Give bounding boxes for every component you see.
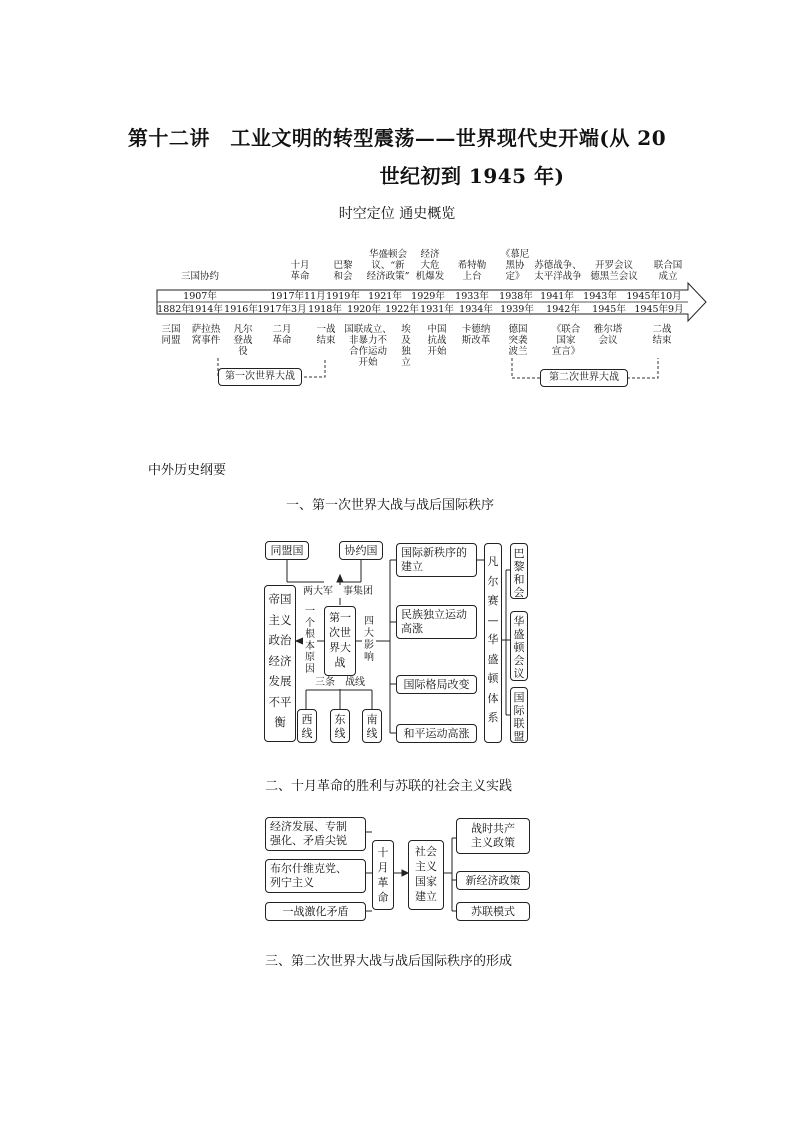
three-fronts-label: 三条 战线 — [310, 676, 370, 689]
tl-bottom-event: 二月 革命 — [272, 324, 292, 346]
tl-top-event-1938: 《慕尼 黑协 定》 — [500, 249, 530, 282]
root-cause-box: 帝国 主义 政治 经济 发展 不平 衡 — [264, 585, 296, 742]
section1-heading: 一、第一次世界大战与战后国际秩序 — [286, 498, 495, 513]
tl-bottom-year: 1914年 — [189, 304, 223, 315]
tl-top-year: 1929年 — [411, 291, 445, 302]
tl-bottom-year: 1934年 — [459, 304, 493, 315]
tl-bottom-event: 卡德纳 斯改革 — [461, 324, 491, 346]
tl-top-year: 1943年 — [583, 291, 617, 302]
tl-bottom-year: 1922年 — [385, 304, 419, 315]
impact-peace-box: 和平运动高涨 — [396, 724, 477, 743]
impact-independence-box: 民族独立运动 高涨 — [396, 605, 477, 639]
tl-top-event-1929: 经济 大危 机爆发 — [415, 249, 445, 282]
tl-bottom-event: 德国 突袭 波兰 — [508, 324, 528, 357]
page-title-line1: 第十二讲 工业文明的转型震荡——世界现代史开端(从 20 — [127, 126, 667, 150]
four-impacts-label: 四 大 影 响 — [364, 616, 374, 663]
central-powers-box: 同盟国 — [265, 541, 309, 560]
tl-bottom-event: 三国 同盟 — [161, 324, 181, 346]
western-front-box: 西 线 — [297, 709, 317, 743]
tl-bottom-year: 1916年 — [224, 304, 258, 315]
tl-bottom-year: 1945年 — [592, 304, 626, 315]
tl-bottom-event: 国联成立、 非暴力不 合作运动 开始 — [344, 324, 392, 368]
tl-bottom-event: 凡尔 登战 役 — [233, 324, 253, 357]
tl-top-event-1943: 开罗会议 德黑兰会议 — [590, 260, 638, 282]
tl-top-year: 1907年 — [183, 291, 217, 302]
october-revolution-box: 十 月 革 命 — [372, 840, 394, 910]
tl-bottom-event: 萨拉热 窝事件 — [191, 324, 221, 346]
impact-new-order-box: 国际新秩序的 建立 — [396, 543, 477, 577]
tl-top-event-1921: 华盛顿会 议、“新 经济政策” — [366, 249, 410, 282]
impact-pattern-box: 国际格局改变 — [396, 675, 477, 694]
one-root-label: 一 个 根 本 原 因 — [305, 606, 315, 675]
tl-bottom-event: 一战 结束 — [316, 324, 336, 346]
tl-bottom-event: 中国 抗战 开始 — [427, 324, 447, 357]
two-blocs-label: 两大军 事集团 — [298, 585, 378, 598]
entente-box: 协约国 — [339, 541, 383, 560]
tl-top-event-1919: 巴黎 和会 — [333, 260, 353, 282]
tl-top-year: 1921年 — [368, 291, 402, 302]
tl-bottom-year: 1942年 — [546, 304, 580, 315]
tl-bottom-year: 1939年 — [500, 304, 534, 315]
tl-bottom-year: 1917年3月 — [257, 304, 307, 315]
tl-bottom-event: 埃 及 独 立 — [401, 324, 411, 368]
southern-front-box: 南 线 — [362, 709, 382, 743]
tl-bottom-year: 1945年9月 — [634, 304, 684, 315]
page-subtitle: 时空定位 通史概览 — [338, 206, 456, 222]
tl-top-event-1917-11: 十月 革命 — [290, 260, 310, 282]
tl-bottom-year: 1882年 — [157, 304, 191, 315]
tl-top-year: 1941年 — [540, 291, 574, 302]
tl-top-year: 1933年 — [455, 291, 489, 302]
outline-heading: 中外历史纲要 — [148, 463, 227, 478]
tl-bottom-event: 雅尔塔 会议 — [593, 324, 623, 346]
socialist-state-box: 社会 主义 国家 建立 — [408, 840, 444, 910]
ww1-bracket-label: 第一次世界大战 — [218, 368, 302, 386]
cause-ww1-box: 一战激化矛盾 — [265, 902, 366, 921]
tl-bottom-event: 二战 结束 — [652, 324, 672, 346]
washington-conference-box: 华 盛 顿 会 议 — [510, 611, 528, 681]
tl-bottom-year: 1918年 — [308, 304, 342, 315]
soviet-model-box: 苏联模式 — [456, 902, 530, 921]
tl-top-year: 1917年11月 — [270, 291, 326, 302]
cause-economy-box: 经济发展、专制 强化、矛盾尖锐 — [265, 817, 366, 851]
ww2-bracket-label: 第二次世界大战 — [540, 369, 628, 387]
section2-heading: 二、十月革命的胜利与苏联的社会主义实践 — [265, 779, 513, 794]
paris-conference-box: 巴 黎 和 会 — [510, 543, 528, 599]
eastern-front-box: 东 线 — [330, 709, 350, 743]
ww1-center-box: 第一 次世 界大 战 — [324, 606, 356, 676]
cause-bolshevik-box: 布尔什维克党、 列宁主义 — [265, 859, 366, 893]
tl-bottom-year: 1931年 — [420, 304, 454, 315]
page-title-line2: 世纪初到 1945 年) — [379, 164, 565, 188]
tl-top-event-1945-10: 联合国 成立 — [653, 260, 683, 282]
tl-bottom-event: 《联合 国家 宣言》 — [551, 324, 581, 357]
war-communism-box: 战时共产 主义政策 — [456, 818, 530, 854]
tl-top-event-1907: 三国协约 — [180, 271, 219, 282]
tl-top-year: 1938年 — [499, 291, 533, 302]
versailles-washington-system-box: 凡 尔 赛 — 华 盛 顿 体 系 — [484, 543, 502, 743]
league-of-nations-box: 国 际 联 盟 — [510, 687, 528, 743]
tl-top-event-1933: 希特勒 上台 — [457, 260, 487, 282]
tl-top-event-1941: 苏德战争、 太平洋战争 — [534, 260, 582, 282]
tl-top-year: 1919年 — [326, 291, 360, 302]
tl-top-year: 1945年10月 — [626, 291, 682, 302]
section3-heading: 三、第二次世界大战与战后国际秩序的形成 — [265, 954, 513, 969]
tl-bottom-year: 1920年 — [347, 304, 381, 315]
nep-box: 新经济政策 — [456, 871, 530, 890]
